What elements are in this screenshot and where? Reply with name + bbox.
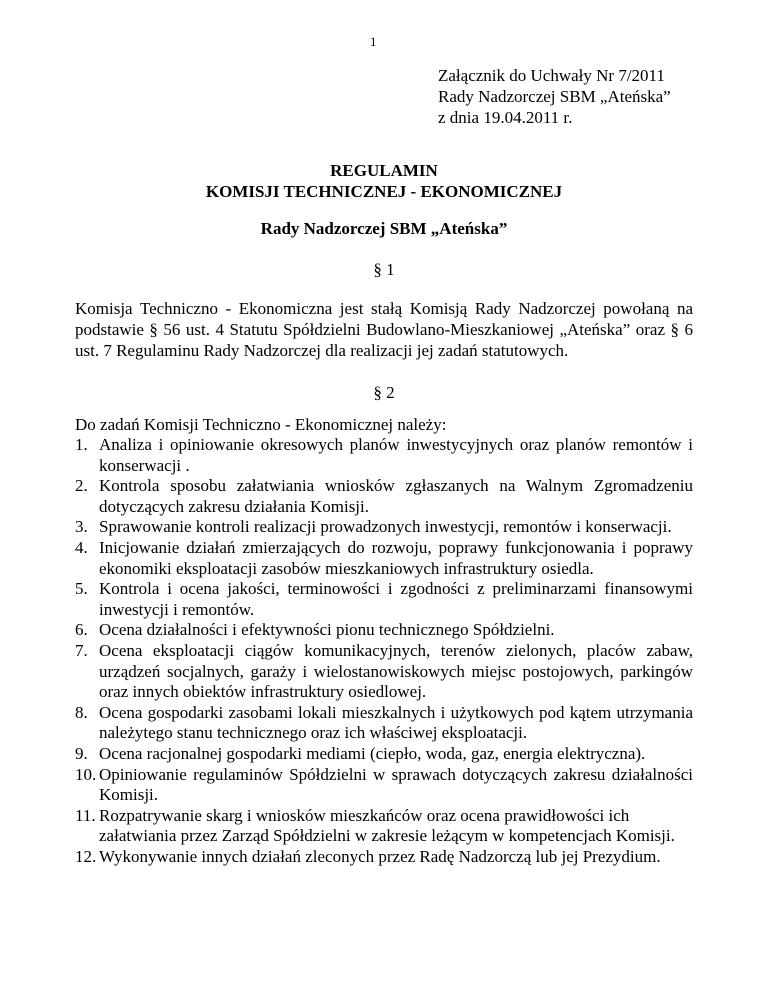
section-mark-2: § 2 bbox=[373, 383, 395, 402]
section-1-paragraph: Komisja Techniczno - Ekonomiczna jest stałą Komisją Rady Nadzorczej powołaną na podstawie § 56 ust. 4 Statutu Spółdzielni Budowlano-Mieszkaniowej „Ateńska” oraz § 6 ust. 7 Regulaminu Rady Nadzorczej dla realizacji jej zadań statutowych. bbox=[75, 299, 693, 360]
list-item-text: Ocena eksploatacji ciągów komunikacyjnych, terenów zielonych, placów zabaw, urządzeń socjalnych, garaży i wielostanowiskowych miejsc postojowych, parkingów oraz innych obiektów infrastruktury osiedlowej. bbox=[99, 640, 693, 702]
list-item-text: Wykonywanie innych działań zleconych przez Radę Nadzorczą lub jej Prezydium. bbox=[99, 846, 661, 866]
list-item-number: 7. bbox=[75, 640, 88, 660]
list-item bbox=[75, 620, 693, 641]
annex-header bbox=[438, 65, 671, 128]
annex-line-1: Załącznik do Uchwały Nr 7/2011 bbox=[438, 66, 665, 85]
list-item-number: 11. bbox=[75, 805, 96, 825]
list-item bbox=[75, 806, 693, 847]
list-item bbox=[75, 744, 693, 765]
list-item bbox=[75, 476, 693, 517]
list-item bbox=[75, 765, 693, 806]
list-item bbox=[75, 579, 693, 620]
document-title-line-2: KOMISJI TECHNICZNEJ - EKONOMICZNEJ bbox=[205, 182, 563, 201]
duties-list bbox=[75, 435, 693, 867]
list-item-number: 4. bbox=[75, 537, 88, 557]
list-item bbox=[75, 517, 693, 538]
document-subtitle: Rady Nadzorczej SBM „Ateńska” bbox=[260, 219, 508, 238]
list-item bbox=[75, 538, 693, 579]
list-item-number: 1. bbox=[75, 435, 88, 454]
list-item-text: Rozpatrywanie skarg i wniosków mieszkańców oraz ocena prawidłowości ich załatwiania przez Zarząd Spółdzielni w zakresie leżącym w kompetencjach Komisji. bbox=[99, 805, 675, 846]
page-number: 1 bbox=[370, 34, 377, 49]
list-item-text: Ocena racjonalnej gospodarki mediami (ciepło, woda, gaz, energia elektryczna). bbox=[99, 743, 646, 763]
list-item-text: Kontrola i ocena jakości, terminowości i zgodności z preliminarzami finansowymi inwestycji i remontów. bbox=[99, 579, 693, 619]
list-item-text: Ocena gospodarki zasobami lokali mieszkalnych i użytkowych pod kątem utrzymania należytego stanu technicznego oraz ich właściwej eksploatacji. bbox=[99, 702, 693, 743]
annex-line-2: Rady Nadzorczej SBM „Ateńska” bbox=[438, 87, 671, 106]
annex-line-3: z dnia 19.04.2011 r. bbox=[438, 108, 573, 127]
list-item bbox=[75, 847, 693, 868]
list-item-number: 3. bbox=[75, 517, 88, 537]
list-item-text: Sprawowanie kontroli realizacji prowadzonych inwestycji, remontów i konserwacji. bbox=[99, 517, 672, 537]
document-title: REGULAMIN bbox=[330, 161, 438, 180]
section-mark-1: § 1 bbox=[373, 260, 395, 279]
list-item-number: 9. bbox=[75, 743, 88, 763]
list-item-text: Opiniowanie regulaminów Spółdzielni w sprawach dotyczących zakresu działalności Komisji. bbox=[99, 764, 693, 805]
list-item-text: Ocena działalności i efektywności pionu technicznego Spółdzielni. bbox=[99, 620, 555, 640]
list-item bbox=[75, 435, 693, 476]
list-item-number: 12. bbox=[75, 846, 97, 866]
list-item-number: 6. bbox=[75, 620, 88, 640]
list-item bbox=[75, 641, 693, 703]
list-item-text: Inicjowanie działań zmierzających do rozwoju, poprawy funkcjonowania i poprawy ekonomiki eksploatacji zasobów mieszkaniowych infrastruktury osiedla. bbox=[99, 537, 693, 578]
list-item-text: Analiza i opiniowanie okresowych planów inwestycyjnych oraz planów remontów i konserwacji . bbox=[99, 435, 693, 475]
list-item-number: 2. bbox=[75, 476, 88, 496]
list-item-text: Kontrola sposobu załatwiania wniosków zgłaszanych na Walnym Zgromadzeniu dotyczących zakresu działania Komisji. bbox=[99, 476, 693, 516]
section-2-intro: Do zadań Komisji Techniczno - Ekonomicznej należy: bbox=[75, 415, 447, 434]
list-item-number: 8. bbox=[75, 702, 88, 722]
list-item-number: 5. bbox=[75, 579, 88, 599]
list-item bbox=[75, 703, 693, 744]
list-item-number: 10. bbox=[75, 764, 97, 784]
